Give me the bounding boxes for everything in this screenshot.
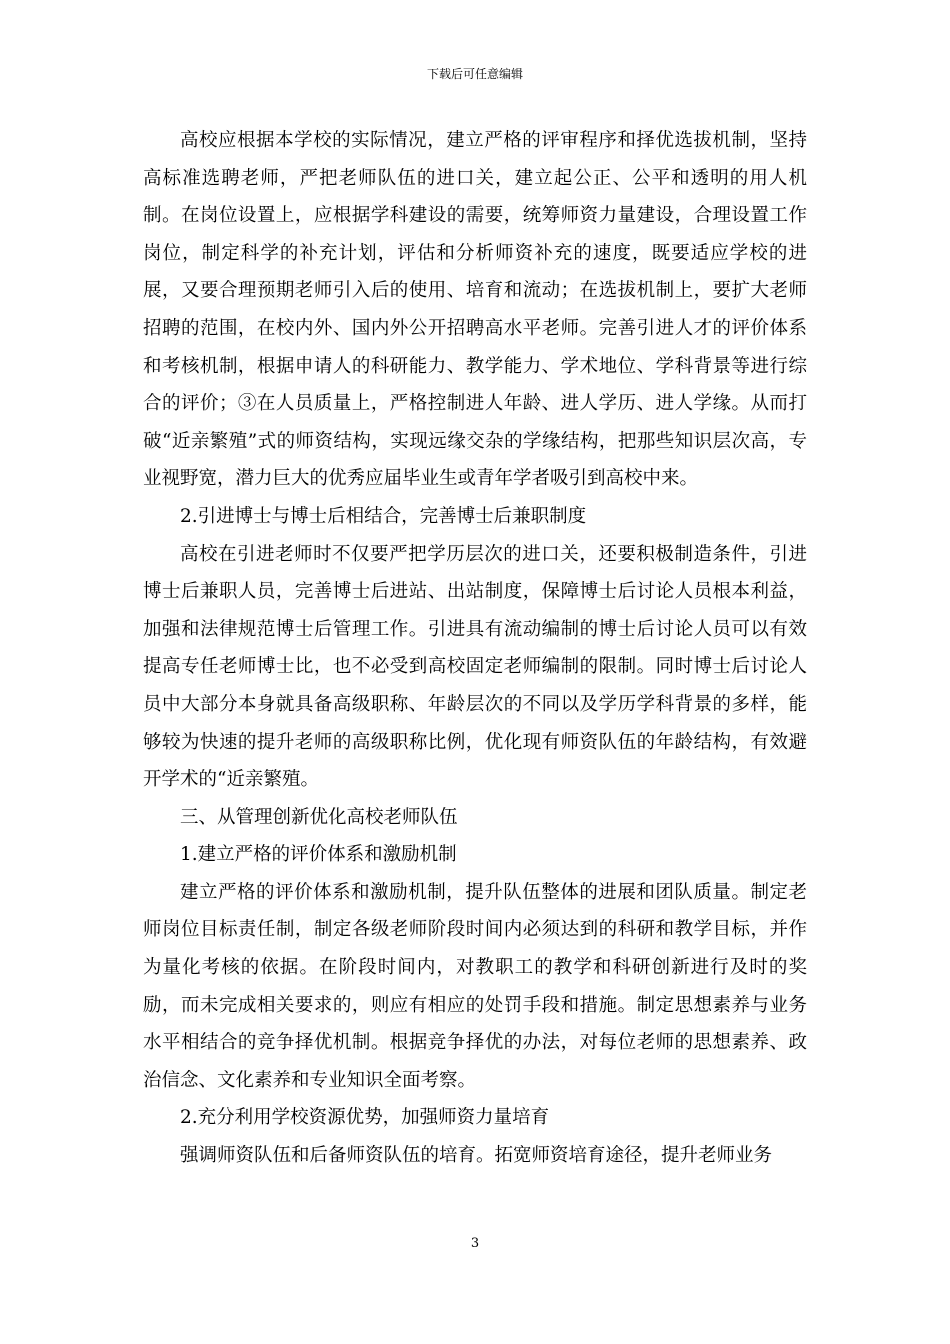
paragraph-training: 强调师资队伍和后备师资队伍的培育。拓宽师资培育途径，提升老师业务 — [180, 1145, 773, 1167]
section-heading-evaluation: 1.建立严格的评价体系和激励机制 — [180, 844, 457, 866]
paragraph-recruitment-mechanism: 高校应根据本学校的实际情况，建立严格的评审程序和择优选拔机制，坚持高标准选聘老师，严把老师队伍的进口关，建立起公正、公平和透明的用人机制。在岗位设置上，应根据学科建设的需要，统筹师资力量建设，合理设置工作岗位，制定科学的补充计划，评估和分析师资补充的速度，既要适应学校的进展，又要合理预期老师引入后的使用、培育和流动；在选拔机制上，要扩大老师招聘的范围，在校内外、国内外公开招聘高水平老师。完善引进人才的评价体系和考核机制，根据申请人的科研能力、教学能力、学术地位、学科背景等进行综合的评价；③在人员质量上，严格控制进人年龄、进人学历、进人学缘。从而打破“近亲繁殖”式的师资结构，实现远缘交杂的学缘结构，把那些知识层次高，专业视野宽，潜力巨大的优秀应届毕业生或青年学者吸引到高校中来。 — [143, 130, 807, 490]
page-header: 下载后可任意编辑 — [426, 67, 523, 81]
section-heading-training: 2.充分利用学校资源优势，加强师资力量培育 — [180, 1107, 550, 1129]
page-number: 3 — [470, 1236, 480, 1251]
section-heading-postdoc: 2.引进博士与博士后相结合，完善博士后兼职制度 — [180, 505, 587, 527]
document-body — [143, 122, 807, 1175]
paragraph-evaluation: 建立严格的评价体系和激励机制，提升队伍整体的进展和团队质量。制定老师岗位目标责任制，制定各级老师阶段时间内必须达到的科研和教学目标，并作为量化考核的依据。在阶段时间内，对教职工的教学和科研创新进行及时的奖励，而未完成相关要求的，则应有相应的处罚手段和措施。制定思想素养与业务水平相结合的竞争择优机制。根据竞争择优的办法，对每位老师的思想素养、政治信念、文化素养和专业知识全面考察。 — [143, 881, 807, 1091]
paragraph-postdoc: 高校在引进老师时不仅要严把学历层次的进口关，还要积极制造条件，引进博士后兼职人员，完善博士后进站、出站制度，保障博士后讨论人员根本利益，加强和法律规范博士后管理工作。引进具有流动编制的博士后讨论人员可以有效提高专任老师博士比，也不必受到高校固定老师编制的限制。同时博士后讨论人员中大部分本身就具备高级职称、年龄层次的不同以及学历学科背景的多样，能够较为快速的提升老师的高级职称比例，优化现有师资队伍的年龄结构，有效避开学术的“近亲繁殖。 — [143, 543, 807, 791]
section-heading-management: 三、从管理创新优化高校老师队伍 — [180, 806, 458, 828]
